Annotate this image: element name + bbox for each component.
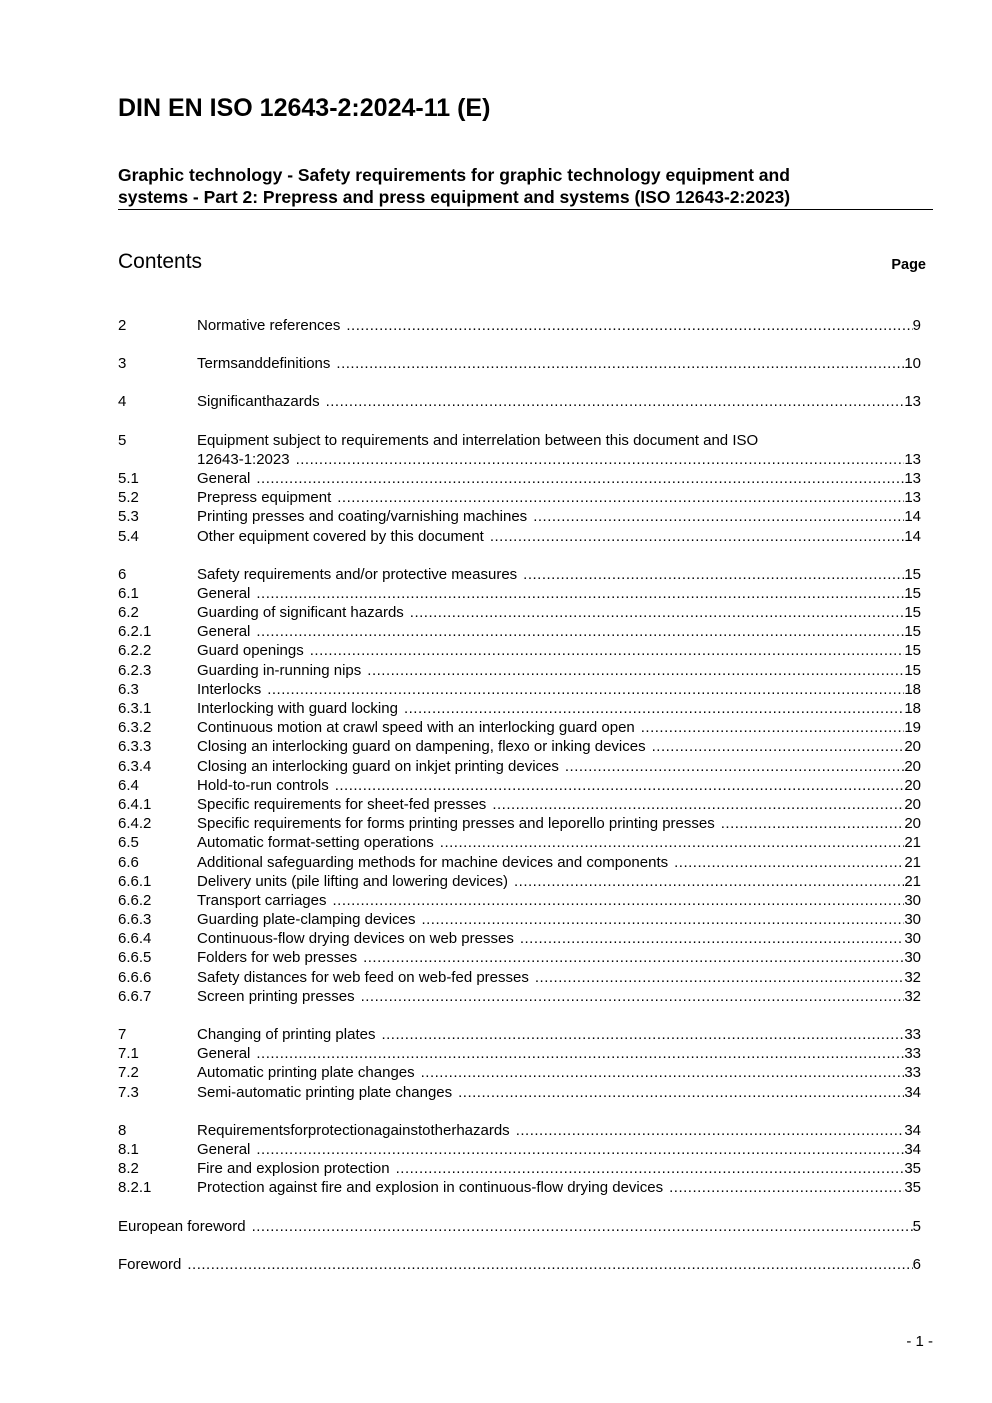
toc-entry-6-3-3[interactable] <box>118 737 921 756</box>
toc-number: 8.2.1 <box>118 1179 152 1197</box>
toc-number: 6.6.5 <box>118 949 152 967</box>
toc-page: 20 <box>904 738 921 756</box>
leader-dots <box>641 718 905 737</box>
toc-entry-6-6[interactable] <box>118 853 921 872</box>
toc-title: Fire and explosion protection <box>197 1160 390 1178</box>
toc-title: Changing of printing plates <box>197 1026 376 1044</box>
leader-dots <box>721 814 905 833</box>
toc-entry-5-2[interactable] <box>118 488 921 507</box>
toc-entry-8[interactable] <box>118 1121 921 1140</box>
toc-entry-7-3[interactable] <box>118 1083 921 1102</box>
toc-number: 8 <box>118 1121 127 1139</box>
toc-number: 8.2 <box>118 1160 139 1178</box>
table-of-contents <box>118 316 921 1274</box>
toc-page: 30 <box>904 911 921 929</box>
toc-number: 6.3.1 <box>118 700 152 718</box>
leader-dots <box>535 968 904 987</box>
toc-page: 14 <box>904 508 921 526</box>
toc-title: Delivery units (pile lifting and lowering devices) <box>197 872 508 890</box>
toc-page: 13 <box>904 489 921 507</box>
toc-title: General <box>197 1045 251 1063</box>
toc-page: 13 <box>904 450 921 468</box>
toc-entry-8-2-1[interactable] <box>118 1178 921 1197</box>
toc-number: 6.5 <box>118 834 139 852</box>
leader-dots <box>256 622 904 641</box>
document-title: DIN EN ISO 12643-2:2024-11 (E) <box>118 94 491 122</box>
toc-title: Interlocks <box>197 680 262 698</box>
leader-dots <box>310 641 905 660</box>
toc-page: 35 <box>904 1179 921 1197</box>
toc-number: 8.1 <box>118 1140 139 1158</box>
leader-dots <box>520 929 904 948</box>
toc-page: 32 <box>904 968 921 986</box>
toc-page: 21 <box>904 872 921 890</box>
toc-entry-european-foreword[interactable] <box>118 1217 921 1236</box>
leader-dots <box>514 872 904 891</box>
toc-title: Transport carriages <box>197 891 327 909</box>
toc-entry-6-4-2[interactable] <box>118 814 921 833</box>
leader-dots <box>326 392 905 411</box>
toc-page: 10 <box>904 355 921 373</box>
toc-title: Specific requirements for forms printing presses and leporello printing presses <box>197 815 715 833</box>
toc-number: 6.6.7 <box>118 987 152 1005</box>
toc-entry-6-3-2[interactable] <box>118 718 921 737</box>
leader-dots <box>421 1063 905 1082</box>
leader-dots <box>333 891 905 910</box>
toc-entry-6-1[interactable] <box>118 584 921 603</box>
toc-title: Semi-automatic printing plate changes <box>197 1083 453 1101</box>
toc-number: 3 <box>118 355 127 373</box>
toc-title: Continuous-flow drying devices on web presses <box>197 930 514 948</box>
toc-page: 33 <box>904 1045 921 1063</box>
leader-dots <box>363 948 904 967</box>
toc-page: 18 <box>904 700 921 718</box>
toc-entry-foreword[interactable] <box>118 1255 921 1274</box>
toc-title: Automatic printing plate changes <box>197 1064 415 1082</box>
leader-dots <box>187 1255 912 1274</box>
toc-page: 30 <box>904 930 921 948</box>
toc-title: General <box>197 584 251 602</box>
toc-entry-6[interactable] <box>118 565 921 584</box>
toc-entry-7-2[interactable] <box>118 1063 921 1082</box>
toc-title: Normative references <box>197 317 341 334</box>
leader-dots <box>337 488 904 507</box>
leader-dots <box>523 565 904 584</box>
toc-number: 7 <box>118 1026 127 1044</box>
toc-number: 6.2 <box>118 604 139 622</box>
toc-entry-6-4-1[interactable] <box>118 795 921 814</box>
toc-title: Other equipment covered by this document <box>197 527 484 545</box>
page-column-heading: Page <box>891 257 926 273</box>
leader-dots <box>256 469 904 488</box>
toc-number: 6.6.3 <box>118 911 152 929</box>
toc-entry-3[interactable] <box>118 354 921 373</box>
toc-number: 6.2.3 <box>118 661 152 679</box>
leader-dots <box>296 450 905 469</box>
toc-title: Guard openings <box>197 642 304 660</box>
toc-page: 21 <box>904 834 921 852</box>
toc-title: General <box>197 623 251 641</box>
toc-page: 30 <box>904 891 921 909</box>
toc-page: 20 <box>904 815 921 833</box>
toc-entry-6-5[interactable] <box>118 833 921 852</box>
toc-title: General <box>197 1140 251 1158</box>
leader-dots <box>490 527 904 546</box>
contents-heading: Contents <box>118 250 203 273</box>
toc-page: 34 <box>904 1121 921 1139</box>
toc-page: 9 <box>912 317 921 334</box>
toc-title: Requirementsforprotectionagainstotherhazards <box>197 1121 510 1139</box>
toc-page: 15 <box>904 623 921 641</box>
toc-number: 5.4 <box>118 527 139 545</box>
toc-page: 6 <box>912 1255 921 1273</box>
toc-title: Closing an interlocking guard on inkjet printing devices <box>197 757 559 775</box>
toc-title: Hold-to-run controls <box>197 776 329 794</box>
toc-number: 7.1 <box>118 1045 139 1063</box>
toc-title: Specific requirements for sheet-fed presses <box>197 795 487 813</box>
toc-number: 6.2.2 <box>118 642 152 660</box>
toc-entry-6-6-5[interactable] <box>118 948 921 967</box>
leader-dots <box>367 661 904 680</box>
subtitle-line-2: systems - Part 2: Prepress and press equipment and systems (ISO 12643-2:2023) <box>118 187 791 207</box>
toc-entry-6-6-1[interactable] <box>118 872 921 891</box>
toc-title: European foreword <box>118 1217 246 1235</box>
toc-number: 6.2.1 <box>118 623 152 641</box>
toc-title: Guarding in-running nips <box>197 661 362 679</box>
leader-dots <box>256 584 904 603</box>
leader-dots <box>396 1159 905 1178</box>
leader-dots <box>533 507 904 526</box>
toc-entry-7-1[interactable] <box>118 1044 921 1063</box>
toc-title: General <box>197 469 251 487</box>
toc-entry-5[interactable] <box>118 431 921 469</box>
toc-title: Automatic format-setting operations <box>197 834 434 852</box>
toc-number: 5.3 <box>118 508 139 526</box>
toc-entry-6-6-7[interactable] <box>118 987 921 1006</box>
toc-number: 6.3.4 <box>118 757 152 775</box>
toc-title: Safety requirements and/or protective measures <box>197 565 518 583</box>
toc-page: 34 <box>904 1083 921 1101</box>
toc-page: 5 <box>912 1217 921 1235</box>
toc-page: 18 <box>904 680 921 698</box>
toc-entry-5-3[interactable] <box>118 507 921 526</box>
toc-number: 5.1 <box>118 469 139 487</box>
leader-dots <box>335 776 905 795</box>
toc-entry-6-2-3[interactable] <box>118 661 921 680</box>
toc-title: Guarding plate-clamping devices <box>197 911 416 929</box>
toc-entry-6-2-1[interactable] <box>118 622 921 641</box>
toc-number: 6.3.2 <box>118 719 152 737</box>
toc-title: Protection against fire and explosion in continuous-flow drying devices <box>197 1179 664 1197</box>
toc-page: 15 <box>904 661 921 679</box>
toc-number: 6.4.1 <box>118 795 152 813</box>
toc-title: Guarding of significant hazards <box>197 604 404 622</box>
toc-number: 6.3.3 <box>118 738 152 756</box>
toc-page: 34 <box>904 1140 921 1158</box>
leader-dots <box>565 757 904 776</box>
leader-dots <box>674 853 904 872</box>
toc-number: 6.4.2 <box>118 815 152 833</box>
toc-entry-6-3-4[interactable] <box>118 757 921 776</box>
leader-dots <box>492 795 904 814</box>
leader-dots <box>458 1083 904 1102</box>
toc-entry-6-3[interactable] <box>118 680 921 699</box>
toc-page: 14 <box>904 527 921 545</box>
leader-dots <box>267 680 904 699</box>
toc-number: 6.4 <box>118 776 139 794</box>
toc-number: 5.2 <box>118 489 139 507</box>
toc-title: Printing presses and coating/varnishing machines <box>197 508 528 526</box>
toc-number: 4 <box>118 393 127 411</box>
subtitle-line-1: Graphic technology - Safety requirements for graphic technology equipment and <box>118 165 790 185</box>
toc-entry-6-6-2[interactable] <box>118 891 921 910</box>
toc-title-line-1: Equipment subject to requirements and interrelation between this document and ISO <box>197 431 759 449</box>
toc-title-line-2: 12643-1:2023 <box>197 450 290 468</box>
toc-number: 6.6.4 <box>118 930 152 948</box>
toc-page: 30 <box>904 949 921 967</box>
toc-entry-8-1[interactable] <box>118 1140 921 1159</box>
toc-page: 21 <box>904 853 921 871</box>
toc-page: 13 <box>904 469 921 487</box>
document-subtitle <box>118 164 933 210</box>
toc-entry-6-6-6[interactable] <box>118 968 921 987</box>
leader-dots <box>516 1121 905 1140</box>
leader-dots <box>404 699 904 718</box>
toc-title: Significanthazards <box>197 393 320 411</box>
page-number-footer: - 1 - <box>906 1333 933 1350</box>
toc-number: 5 <box>118 431 127 449</box>
toc-entry-4[interactable] <box>118 392 921 411</box>
toc-page: 20 <box>904 776 921 794</box>
toc-number: 6.1 <box>118 584 139 602</box>
toc-number: 6.6.2 <box>118 891 152 909</box>
toc-title: Foreword <box>118 1255 182 1273</box>
toc-page: 20 <box>904 795 921 813</box>
leader-dots <box>346 316 912 335</box>
leader-dots <box>652 737 905 756</box>
toc-page: 32 <box>904 987 921 1005</box>
toc-title: Prepress equipment <box>197 489 332 507</box>
toc-title: Closing an interlocking guard on dampening, flexo or inking devices <box>197 738 646 756</box>
toc-page: 20 <box>904 757 921 775</box>
toc-number: 6.6.6 <box>118 968 152 986</box>
toc-page: 13 <box>904 393 921 411</box>
toc-number: 6.6.1 <box>118 872 152 890</box>
leader-dots <box>410 603 905 622</box>
toc-entry-7[interactable] <box>118 1025 921 1044</box>
toc-entry-6-6-3[interactable] <box>118 910 921 929</box>
toc-title: Folders for web presses <box>197 949 358 967</box>
toc-entry-6-2-2[interactable] <box>118 641 921 660</box>
leader-dots <box>669 1178 904 1197</box>
leader-dots <box>421 910 904 929</box>
toc-title: Continuous motion at crawl speed with an interlocking guard open <box>197 719 635 737</box>
toc-entry-6-6-4[interactable] <box>118 929 921 948</box>
toc-page: 15 <box>904 565 921 583</box>
toc-page: 33 <box>904 1026 921 1044</box>
toc-number: 6.6 <box>118 853 139 871</box>
leader-dots <box>256 1044 904 1063</box>
toc-page: 19 <box>904 719 921 737</box>
leader-dots <box>256 1140 904 1159</box>
toc-entry-8-2[interactable] <box>118 1159 921 1178</box>
leader-dots <box>381 1025 904 1044</box>
toc-number: 7.2 <box>118 1064 139 1082</box>
toc-page: 35 <box>904 1160 921 1178</box>
toc-page: 15 <box>904 642 921 660</box>
toc-title: Additional safeguarding methods for machine devices and components <box>197 853 669 871</box>
toc-number: 7.3 <box>118 1083 139 1101</box>
toc-page: 15 <box>904 584 921 602</box>
toc-title: Safety distances for web feed on web-fed presses <box>197 968 529 986</box>
leader-dots <box>336 354 904 373</box>
toc-title: Screen printing presses <box>197 987 355 1005</box>
toc-page: 15 <box>904 604 921 622</box>
leader-dots <box>252 1217 913 1236</box>
leader-dots <box>440 833 905 852</box>
toc-entry-5-4[interactable] <box>118 527 921 546</box>
toc-entry-2[interactable] <box>118 316 921 335</box>
toc-number: 2 <box>118 317 127 334</box>
toc-page: 33 <box>904 1064 921 1082</box>
toc-number: 6 <box>118 565 127 583</box>
toc-number: 6.3 <box>118 680 139 698</box>
toc-title: Termsanddefinitions <box>197 355 331 373</box>
leader-dots <box>361 987 905 1006</box>
toc-entry-6-4[interactable] <box>118 776 921 795</box>
toc-title: Interlocking with guard locking <box>197 700 398 718</box>
toc-entry-6-2[interactable] <box>118 603 921 622</box>
toc-entry-5-1[interactable] <box>118 469 921 488</box>
toc-entry-6-3-1[interactable] <box>118 699 921 718</box>
